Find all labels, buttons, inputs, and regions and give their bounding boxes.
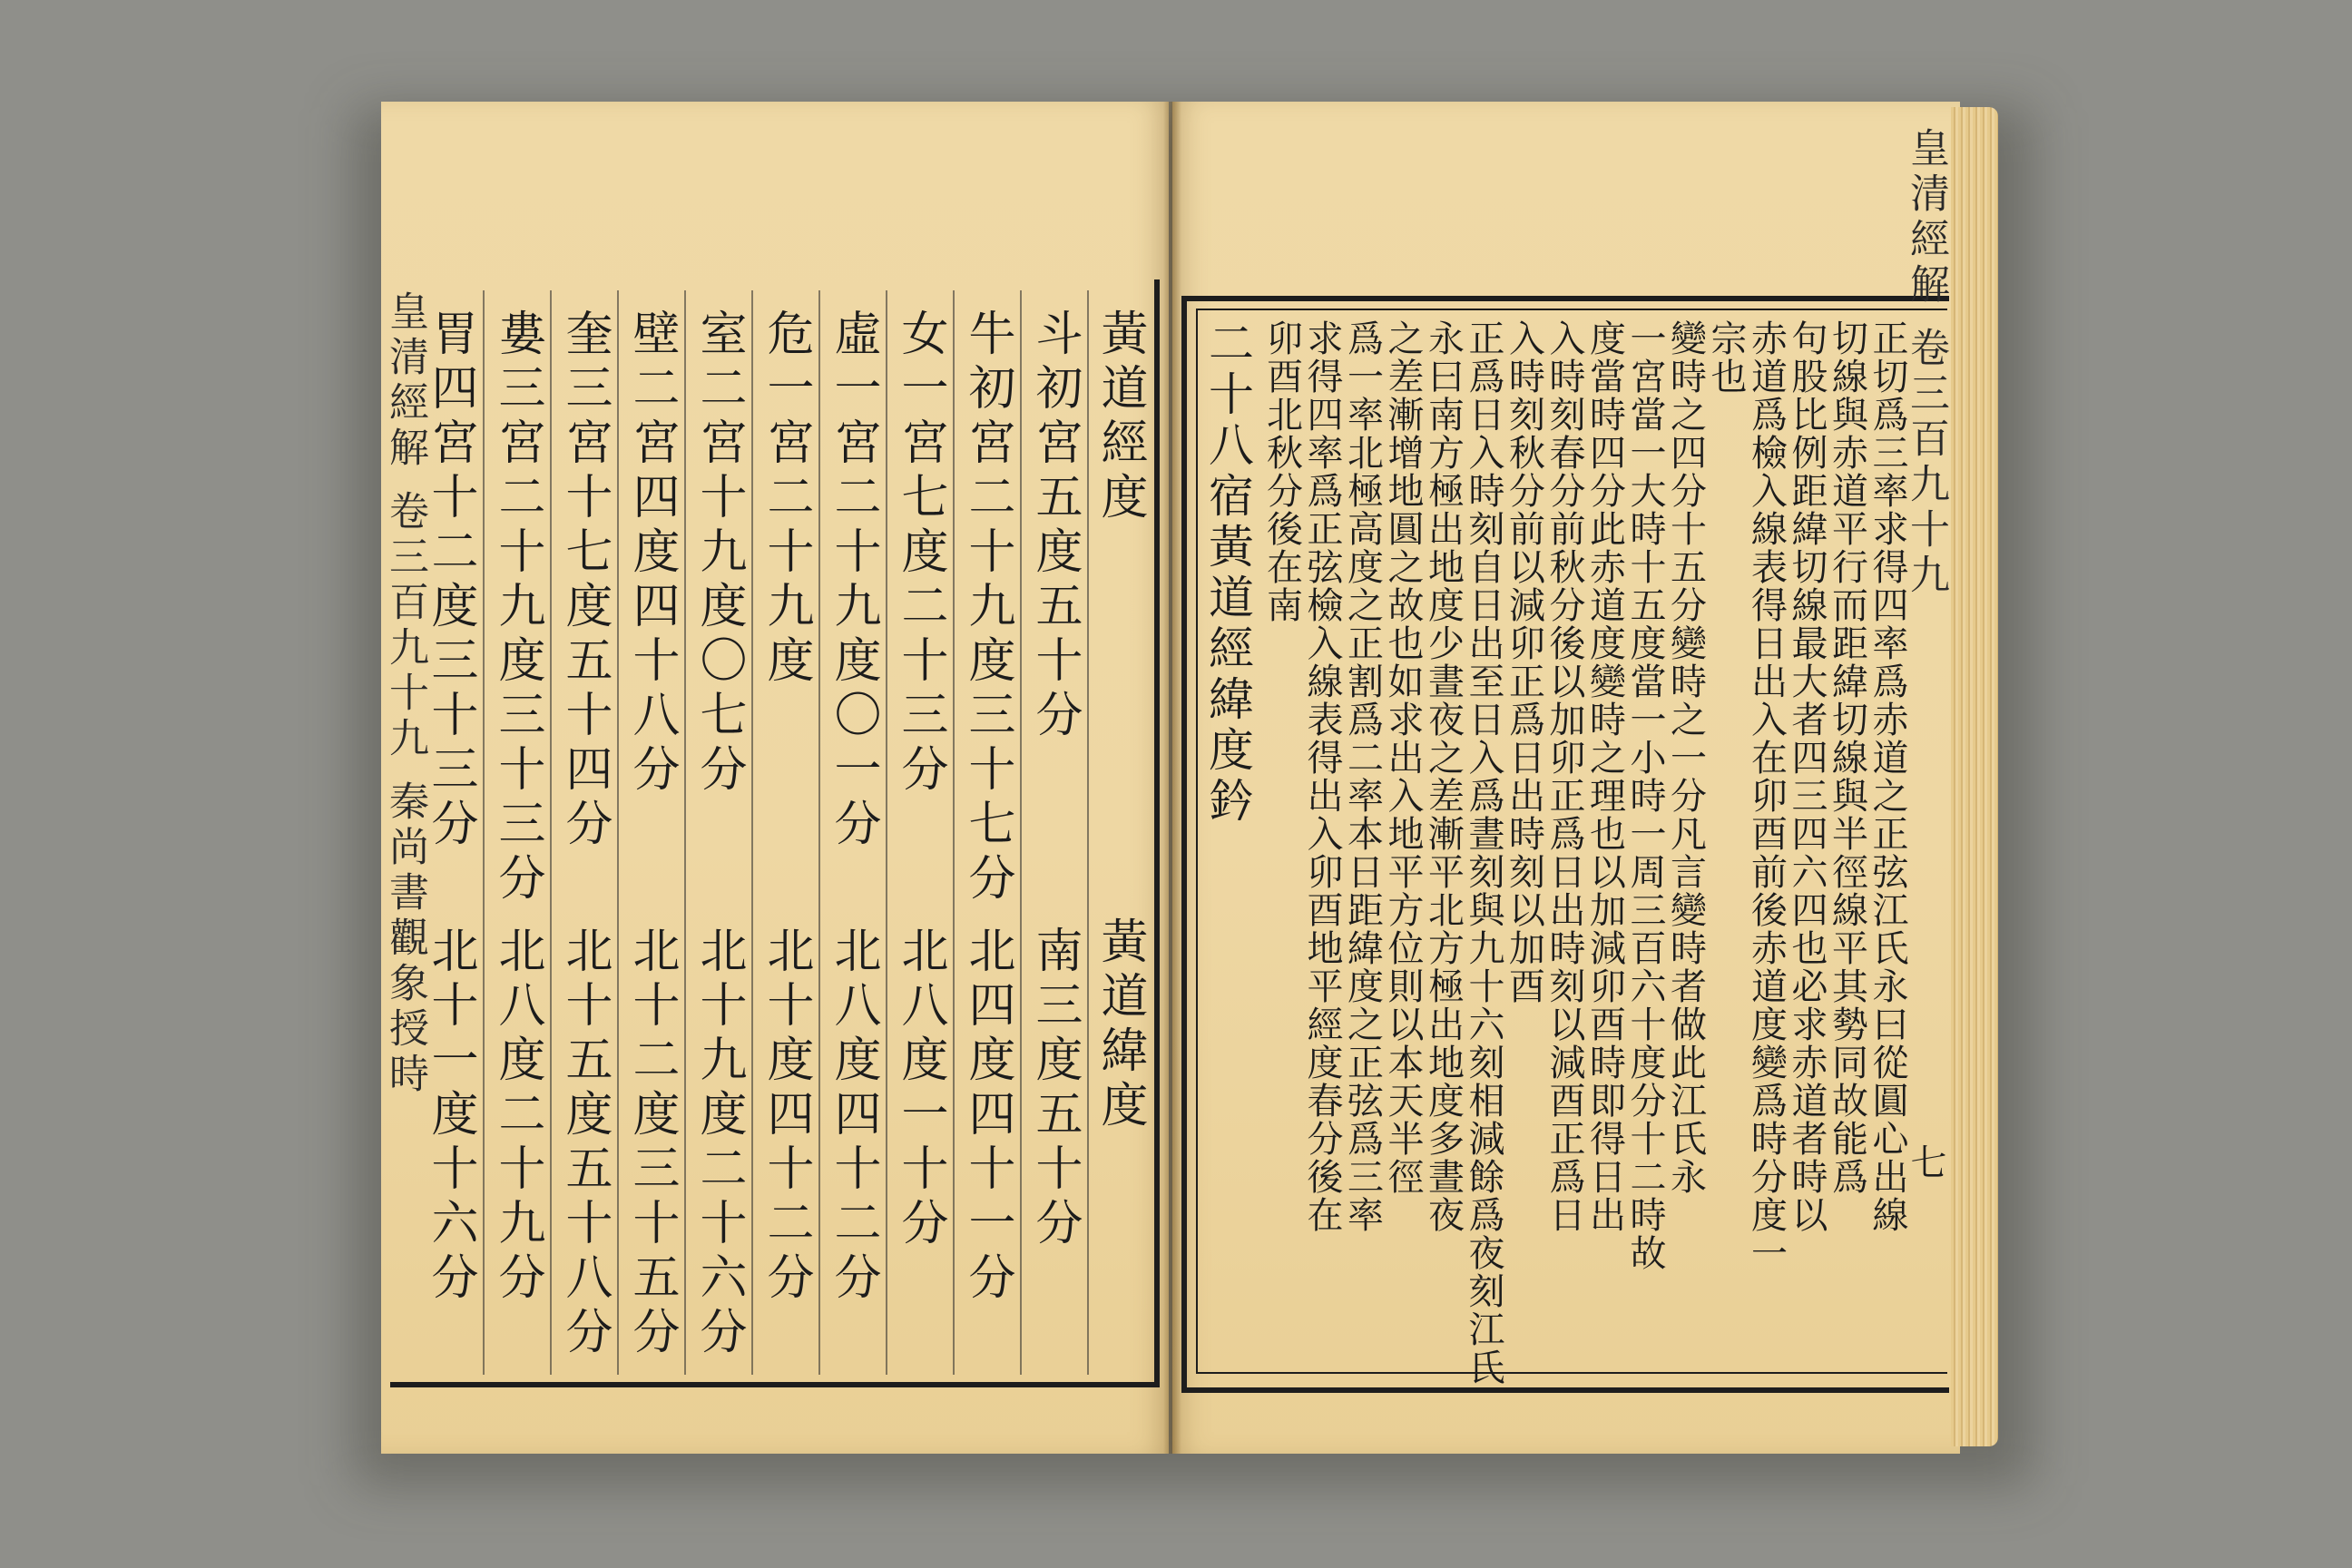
latitude-cell: 北十九度二十六分 [691, 926, 746, 1361]
column-rule [483, 290, 485, 1375]
longitude-cell: 斗初宮五度五十分 [1027, 309, 1082, 744]
commentary-column: 之差漸增地圓之故也如求出入地平方位則以本天半徑 [1382, 319, 1424, 1196]
left-margin-title-text: 皇清經解 [382, 290, 428, 472]
page-edges [1951, 107, 1998, 1446]
column-rule [1087, 290, 1089, 1375]
column-rule [1020, 290, 1022, 1375]
latitude-cell: 北十一度十六分 [423, 926, 477, 1307]
longitude-cell: 奎三宮十七度五十四分 [557, 309, 612, 853]
longitude-cell: 婁三宮二十九度三十三分 [490, 309, 544, 907]
right-folio: 七 [1905, 1143, 1946, 1180]
right-margin-volume: 卷三百九十九 [1903, 327, 1949, 599]
commentary-column: 赤道爲檢入線表得日出入在卯酉前後赤道度變爲時分度一 [1745, 319, 1788, 1272]
right-margin [1903, 127, 1949, 599]
commentary-column: 句股比例距緯切線最大者四三四六四也必求赤道者時以 [1786, 319, 1828, 1234]
right-margin-title: 皇清經解 [1903, 127, 1949, 309]
left-margin-volume: 卷三百九十九 [382, 490, 428, 762]
column-rule [617, 290, 619, 1375]
commentary-column: 度當時四分此赤道度變時之理也以加減卯酉時即得日出 [1583, 319, 1626, 1234]
latitude-cell: 北八度一十分 [893, 926, 947, 1252]
commentary-column: 永曰南方極出地度少晝夜之差漸平北方極出地度多晝夜 [1422, 319, 1465, 1234]
left-section-title2: 黃道緯度 [1093, 916, 1147, 1134]
latitude-cell: 北四度四十一分 [960, 926, 1014, 1307]
column-rule [953, 290, 955, 1375]
longitude-cell: 室二宮十九度〇七分 [691, 309, 746, 799]
column-rule [550, 290, 552, 1375]
commentary-column: 入時刻秋分前以減卯正爲日出時刻以加酉 [1503, 319, 1545, 1005]
latitude-cell: 北八度二十九分 [490, 926, 544, 1307]
latitude-cell: 南三度五十分 [1027, 926, 1082, 1252]
commentary-column: 正爲日入時刻自日出至日入爲晝刻與九十六刻相減餘爲夜刻江氏 [1463, 319, 1504, 1387]
longitude-cell: 牛初宮二十九度三十七分 [960, 309, 1014, 907]
left-section-title: 黃道經度 [1093, 309, 1147, 526]
latitude-cell: 北十二度三十五分 [624, 926, 679, 1361]
column-rule [751, 290, 753, 1375]
left-margin-note: 秦尚書觀象授時 [382, 780, 428, 1098]
commentary-column: 切線與赤道平行而距緯切線與半徑線平其勢同故能爲 [1826, 319, 1868, 1196]
commentary-column: 變時之四分十五分變時之一分凡言變時者做此江氏永 [1664, 319, 1707, 1196]
longitude-cell: 壁二宮四度四十八分 [624, 309, 679, 799]
longitude-cell: 女一宮七度二十三分 [893, 309, 947, 799]
latitude-cell: 北十五度五十八分 [557, 926, 612, 1361]
right-section-heading: 二十八宿黃道經緯度鈐 [1201, 319, 1254, 828]
longitude-cell: 胃四宮十二度三十三分 [423, 309, 477, 853]
commentary-column: 卯酉北秋分後在南 [1260, 319, 1303, 624]
commentary-column: 爲一率北極高度之正割爲二率本日距緯度之正弦爲三率 [1341, 319, 1384, 1234]
book-gutter [1163, 102, 1181, 1454]
latitude-cell: 北十度四十二分 [759, 926, 813, 1307]
column-rule [818, 290, 820, 1375]
commentary-column: 求得四率爲正弦檢入線表得出入卯酉地平經度春分後在 [1301, 319, 1343, 1234]
commentary-column: 一宮當一大時十五度當一小時一周三百六十度分十二時故 [1624, 319, 1666, 1272]
longitude-cell: 危一宮二十九度 [759, 309, 813, 690]
left-margin-title [382, 290, 428, 1098]
commentary-column: 正切爲三率求得四率爲赤道之正弦江氏永曰從圓心出線 [1867, 319, 1908, 1234]
latitude-cell: 北八度四十二分 [826, 926, 880, 1307]
commentary-column: 宗也 [1705, 319, 1747, 396]
longitude-cell: 虛一宮二十九度〇一分 [826, 309, 880, 853]
column-rule [684, 290, 686, 1375]
column-rule [886, 290, 887, 1375]
commentary-column: 入時刻春分前秋分後以加卯正爲日出時刻以減酉正爲日 [1544, 319, 1585, 1234]
